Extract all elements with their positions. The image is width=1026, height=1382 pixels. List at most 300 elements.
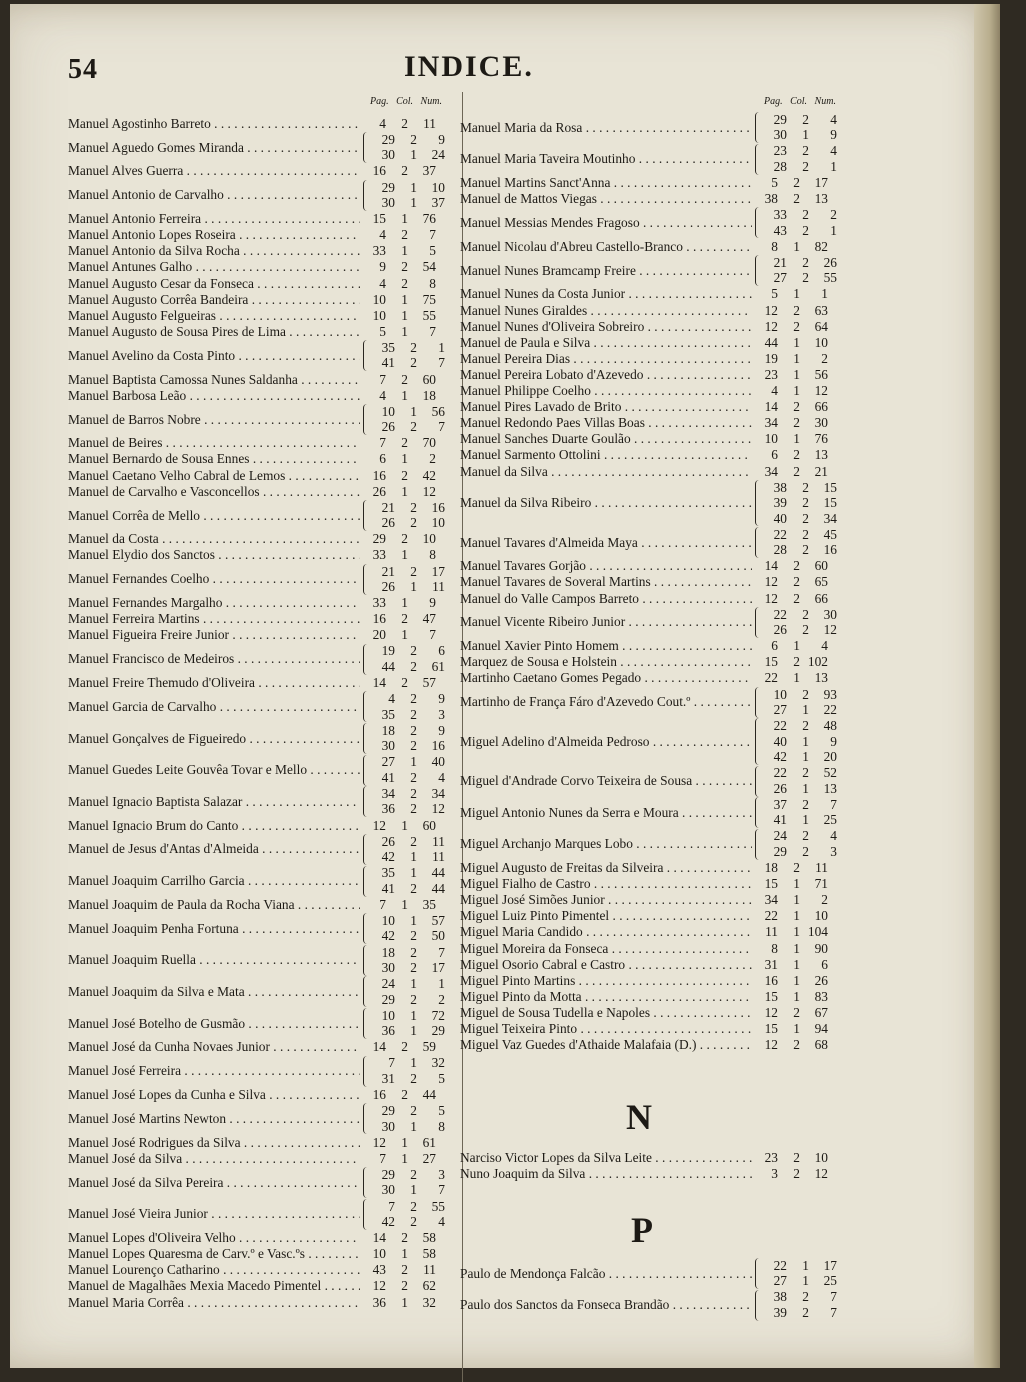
number-ref: 44 (431, 865, 445, 881)
page-ref: 12 (372, 817, 386, 833)
reference-line (360, 372, 436, 388)
index-entry (68, 211, 456, 227)
page-ref: 26 (381, 833, 395, 849)
page-ref: 11 (765, 924, 778, 940)
number-ref: 30 (814, 415, 828, 431)
number-ref: 17 (431, 563, 445, 579)
entry-name: Manuel Redondo Paes Villas Boas . . . (460, 416, 752, 430)
number-ref: 40 (431, 754, 445, 770)
page-ref: 21 (381, 563, 395, 579)
number-ref: 12 (814, 1165, 828, 1181)
entry-name: Manuel Augusto Corrêa Bandeira . . . (68, 293, 360, 307)
entry-name: Manuel Guedes Leite Gouvêa Tovar e Mello . . . (68, 763, 360, 777)
page-ref: 31 (381, 1070, 395, 1086)
entry-name: Manuel Bernardo de Sousa Ennes . . . (68, 452, 360, 466)
entry-name: Manuel de Jesus d'Antas d'Almeida . . . (68, 842, 360, 856)
reference-line (360, 211, 436, 227)
index-entry (460, 480, 848, 527)
column-ref: 2 (793, 1165, 800, 1181)
entry-name: Manuel Barbosa Leão . . . (68, 389, 360, 403)
reference-line (369, 691, 445, 707)
page-ref: 23 (764, 366, 778, 382)
column-header-left: Pag. Col. Num. (370, 96, 442, 107)
reference-line (752, 351, 828, 367)
page-ref: 33 (372, 243, 386, 259)
entry-name: Manuel José da Silva Pereira . . . (68, 1176, 360, 1190)
page-ref: 36 (372, 1294, 386, 1310)
number-ref: 4 (830, 111, 837, 127)
entry-references (360, 228, 436, 244)
page-ref: 4 (771, 383, 778, 399)
entry-references (752, 559, 828, 575)
reference-line (369, 516, 445, 532)
page-ref: 10 (372, 307, 386, 323)
entry-references (360, 116, 436, 132)
index-entry (68, 1040, 456, 1056)
reference-line (369, 1056, 445, 1072)
column-ref: 1 (793, 431, 800, 447)
entry-references (752, 957, 828, 973)
entry-name: Manuel Augusto Felgueiras . . . (68, 309, 360, 323)
reference-line (752, 383, 828, 399)
reference-line (752, 860, 828, 876)
index-entry (460, 607, 848, 638)
entry-name: Manuel Pereira Dias . . . (460, 352, 752, 366)
entry-references (761, 255, 837, 286)
column-ref: 2 (401, 227, 408, 243)
entry-references (360, 292, 436, 308)
column-ref: 1 (793, 892, 800, 908)
index-entry (68, 628, 456, 644)
index-entry (460, 287, 848, 303)
entry-references (752, 303, 828, 319)
index-entry (68, 468, 456, 484)
reference-line (369, 881, 445, 897)
page-ref: 26 (381, 515, 395, 531)
column-ref: 1 (793, 670, 800, 686)
entry-references (761, 527, 837, 558)
column-ref: 1 (793, 350, 800, 366)
index-entry (68, 388, 456, 404)
index-entry (68, 691, 456, 722)
number-ref: 13 (814, 670, 828, 686)
page-ref: 10 (372, 1246, 386, 1262)
reference-line (369, 356, 445, 372)
page-ref: 31 (764, 956, 778, 972)
index-entry (68, 404, 456, 435)
page-number: 54 (68, 54, 98, 85)
page-ref: 38 (773, 479, 787, 495)
column-ref: 1 (401, 451, 408, 467)
reference-line (761, 1258, 837, 1274)
number-ref: 57 (422, 675, 436, 691)
reference-line (752, 876, 828, 892)
entry-references (761, 144, 837, 175)
entry-references (360, 1087, 436, 1103)
entry-name: Manuel Avelino da Costa Pinto . . . (68, 349, 360, 363)
column-ref: 1 (793, 286, 800, 302)
entry-name: Miguel Teixeira Pinto . . . (460, 1022, 752, 1036)
entry-references (369, 786, 445, 817)
entry-name: Narciso Victor Lopes da Silva Leite . . . (460, 1151, 752, 1165)
entry-name: Manuel Elydio dos Sanctos . . . (68, 548, 360, 562)
reference-line (761, 480, 837, 496)
index-entry (68, 818, 456, 834)
reference-line (761, 734, 837, 750)
number-ref: 66 (814, 399, 828, 415)
entry-name: Manuel Ignacio Baptista Salazar . . . (68, 795, 360, 809)
page-ref: 22 (773, 526, 787, 542)
number-ref: 10 (814, 1149, 828, 1165)
entry-references (369, 1056, 445, 1087)
entry-name: Manuel Lopes Quaresma de Carv.º e Vasc.ºs . . . (68, 1247, 360, 1261)
entry-references (752, 925, 828, 941)
entry-references (752, 1021, 828, 1037)
column-ref: 2 (401, 467, 408, 483)
page-ref: 22 (773, 606, 787, 622)
column-ref: 2 (802, 1304, 809, 1320)
entry-references (761, 1258, 837, 1289)
page-ref: 20 (372, 627, 386, 643)
number-ref: 7 (438, 355, 445, 371)
index-entry (460, 1021, 848, 1037)
reference-line (360, 1263, 436, 1279)
index-entry (460, 797, 848, 828)
section-letter-p: P (631, 1210, 653, 1250)
index-entry (68, 866, 456, 897)
column-ref: 2 (802, 526, 809, 542)
index-entry (68, 228, 456, 244)
entry-name: Manuel Maria da Rosa . . . (460, 121, 752, 135)
column-ref: 2 (793, 191, 800, 207)
reference-line (369, 786, 445, 802)
reference-line (360, 468, 436, 484)
column-ref: 1 (410, 849, 417, 865)
column-ref: 1 (401, 291, 408, 307)
entry-name: Miguel Pinto Martins . . . (460, 974, 752, 988)
reference-line (360, 116, 436, 132)
entry-name: Miguel José Simões Junior . . . (460, 893, 752, 907)
reference-line (360, 260, 436, 276)
page-ref: 26 (381, 419, 395, 435)
page-ref: 14 (764, 558, 778, 574)
reference-line (752, 191, 828, 207)
reference-line (369, 1119, 445, 1135)
page-ref: 34 (764, 463, 778, 479)
column-ref: 2 (401, 371, 408, 387)
entry-name: Miguel Luiz Pinto Pimentel . . . (460, 909, 752, 923)
entry-references (360, 1151, 436, 1167)
entry-name: Manuel Antonio de Carvalho . . . (68, 188, 360, 202)
page-ref: 30 (381, 1182, 395, 1198)
index-entry (68, 500, 456, 531)
entry-name: Manuel Nunes Giraldes . . . (460, 304, 752, 318)
reference-line (360, 1279, 436, 1295)
reference-line (360, 324, 436, 340)
reference-line (761, 813, 837, 829)
page-ref: 12 (764, 590, 778, 606)
index-entry (68, 1263, 456, 1279)
page-ref: 24 (773, 828, 787, 844)
column-ref: 1 (793, 972, 800, 988)
entry-name: Miguel Vaz Guedes d'Athaide Malafaia (D.) . . . (460, 1038, 752, 1052)
number-ref: 72 (431, 1007, 445, 1023)
reference-line (369, 644, 445, 660)
index-entry (460, 1258, 848, 1289)
column-ref: 2 (793, 654, 800, 670)
entry-name: Manuel José Vieira Junior . . . (68, 1207, 360, 1221)
column-ref: 2 (410, 880, 417, 896)
number-ref: 4 (830, 828, 837, 844)
index-entry (460, 909, 848, 925)
page-ref: 26 (372, 483, 386, 499)
number-ref: 52 (823, 765, 837, 781)
entry-name: Manuel José Ferreira . . . (68, 1064, 360, 1078)
column-ref: 2 (802, 622, 809, 638)
entry-name: Manuel Corrêa de Mello . . . (68, 509, 360, 523)
entry-name: Manuel de Magalhães Mexia Macedo Pimentel . . . (68, 1279, 360, 1293)
index-entry (68, 132, 456, 163)
column-ref: 2 (410, 928, 417, 944)
column-ref: 1 (793, 876, 800, 892)
entry-references (752, 432, 828, 448)
column-ref: 2 (401, 1262, 408, 1278)
reference-line (369, 945, 445, 961)
entry-references (360, 548, 436, 564)
entry-name: Manuel Lopes d'Oliveira Velho . . . (68, 1231, 360, 1245)
column-ref: 1 (802, 702, 809, 718)
entry-references (360, 308, 436, 324)
entry-references (752, 239, 828, 255)
entry-references (369, 644, 445, 675)
reference-line (761, 207, 837, 223)
page-ref: 39 (773, 1304, 787, 1320)
reference-line (369, 1183, 445, 1199)
reference-line (369, 960, 445, 976)
entry-references (752, 175, 828, 191)
column-ref: 2 (410, 833, 417, 849)
index-entry (460, 175, 848, 191)
entry-name: Manuel Tavares de Soveral Martins . . . (460, 575, 752, 589)
page-ref: 6 (771, 447, 778, 463)
number-ref: 4 (438, 769, 445, 785)
column-ref: 2 (410, 960, 417, 976)
reference-line (752, 1166, 828, 1182)
reference-line (761, 159, 837, 175)
index-entry (68, 1151, 456, 1167)
column-ref: 2 (802, 510, 809, 526)
column-ref: 1 (793, 988, 800, 1004)
page-ref: 42 (381, 928, 395, 944)
index-entry (460, 399, 848, 415)
entry-references (752, 335, 828, 351)
entry-name: Manuel Nicolau d'Abreu Castello-Branco . . . (460, 240, 752, 254)
reference-line (761, 844, 837, 860)
reference-line (360, 595, 436, 611)
number-ref: 1 (438, 339, 445, 355)
number-ref: 93 (823, 686, 837, 702)
number-ref: 7 (438, 419, 445, 435)
reference-line (761, 271, 837, 287)
column-ref: 2 (802, 111, 809, 127)
reference-line (761, 829, 837, 845)
entry-name: Nuno Joaquim da Silva . . . (460, 1167, 752, 1181)
number-ref: 27 (422, 1150, 436, 1166)
index-entry (460, 335, 848, 351)
entry-name: Manuel de Paula e Silva . . . (460, 336, 752, 350)
number-ref: 8 (429, 547, 436, 563)
index-entry (68, 1167, 456, 1198)
reference-line (369, 1008, 445, 1024)
column-ref: 1 (793, 238, 800, 254)
entry-references (369, 866, 445, 897)
number-ref: 2 (830, 207, 837, 223)
entry-references (752, 909, 828, 925)
reference-line (369, 1199, 445, 1215)
entry-name: Manuel Ignacio Brum do Canto . . . (68, 819, 360, 833)
page-ref: 15 (764, 1021, 778, 1037)
column-ref: 2 (802, 495, 809, 511)
number-ref: 13 (814, 447, 828, 463)
index-entry (68, 548, 456, 564)
entry-name: Manuel Nunes da Costa Junior . . . (460, 287, 752, 301)
entry-references (360, 1247, 436, 1263)
reference-line (761, 495, 837, 511)
entry-references (752, 319, 828, 335)
column-ref: 2 (793, 860, 800, 876)
column-ref: 2 (401, 115, 408, 131)
column-ref: 2 (793, 174, 800, 190)
column-ref: 2 (802, 1289, 809, 1305)
number-ref: 11 (423, 115, 436, 131)
column-ref: 1 (401, 307, 408, 323)
number-ref: 17 (431, 960, 445, 976)
index-entry (460, 432, 848, 448)
entry-name: Manuel José Botelho de Gusmão . . . (68, 1017, 360, 1031)
reference-line (752, 1037, 828, 1053)
index-entry (68, 1279, 456, 1295)
reference-line (360, 818, 436, 834)
reference-line (752, 957, 828, 973)
index-entry (68, 644, 456, 675)
page-ref: 27 (381, 754, 395, 770)
reference-line (369, 1103, 445, 1119)
column-ref: 2 (802, 686, 809, 702)
column-ref: 2 (401, 163, 408, 179)
entry-name: Manuel Tavares Gorjão . . . (460, 559, 752, 573)
column-ref: 1 (401, 483, 408, 499)
entry-references (752, 1166, 828, 1182)
reference-line (360, 1247, 436, 1263)
entry-name: Martinho de França Fáro d'Azevedo Cout.º . . . (460, 695, 752, 709)
number-ref: 25 (823, 812, 837, 828)
column-ref: 1 (802, 780, 809, 796)
index-entry (68, 834, 456, 865)
reference-line (369, 659, 445, 675)
page-ref: 44 (764, 334, 778, 350)
page-ref: 15 (764, 876, 778, 892)
reference-line (752, 464, 828, 480)
number-ref: 10 (814, 334, 828, 350)
number-ref: 17 (814, 174, 828, 190)
page-ref: 34 (764, 415, 778, 431)
entry-references (360, 628, 436, 644)
entry-name: Manuel Tavares d'Almeida Maya . . . (460, 536, 752, 550)
reference-line (369, 802, 445, 818)
index-entry (460, 925, 848, 941)
page-ref: 19 (381, 643, 395, 659)
index-entry (68, 897, 456, 913)
entry-references (752, 464, 828, 480)
reference-line (360, 612, 436, 628)
number-ref: 6 (821, 956, 828, 972)
number-ref: 64 (814, 318, 828, 334)
page-ref: 29 (372, 531, 386, 547)
entry-name: Manuel do Valle Campos Barreto . . . (460, 592, 752, 606)
reference-line (752, 655, 828, 671)
reference-line (369, 770, 445, 786)
page-ref: 29 (773, 843, 787, 859)
index-entry (68, 180, 456, 211)
entry-references (761, 207, 837, 238)
column-ref: 2 (793, 590, 800, 606)
reference-line (761, 1290, 837, 1306)
entry-references (369, 755, 445, 786)
entry-name: Manuel de Carvalho e Vasconcellos . . . (68, 485, 360, 499)
reference-line (752, 1005, 828, 1021)
reference-line (369, 1167, 445, 1183)
number-ref: 102 (807, 654, 828, 670)
entry-references (369, 1008, 445, 1039)
number-ref: 65 (814, 574, 828, 590)
page-ref: 14 (372, 1230, 386, 1246)
number-ref: 7 (429, 627, 436, 643)
column-ref: 2 (793, 1004, 800, 1020)
column-ref: 2 (793, 415, 800, 431)
page-ref: 7 (379, 1150, 386, 1166)
page-ref: 42 (773, 749, 787, 765)
reference-line (752, 416, 828, 432)
index-entry (460, 464, 848, 480)
page-ref: 30 (381, 738, 395, 754)
number-ref: 37 (431, 195, 445, 211)
entry-name: Manuel Antonio Ferreira . . . (68, 212, 360, 226)
index-entry (68, 1008, 456, 1039)
reference-line (369, 739, 445, 755)
reference-line (360, 628, 436, 644)
page-ref: 7 (388, 1198, 395, 1214)
entry-references (752, 399, 828, 415)
reference-line (360, 308, 436, 324)
page-ref: 9 (379, 259, 386, 275)
reference-line (752, 448, 828, 464)
entry-name: Manuel Fernandes Coelho . . . (68, 572, 360, 586)
number-ref: 44 (431, 880, 445, 896)
page-ref: 35 (381, 706, 395, 722)
entry-name: Miguel Archanjo Marques Lobo . . . (460, 837, 752, 851)
reference-line (369, 834, 445, 850)
column-ref: 2 (802, 222, 809, 238)
reference-line (369, 992, 445, 1008)
column-ref: 1 (802, 749, 809, 765)
entry-name: Manuel Pereira Lobato d'Azevedo . . . (460, 368, 752, 382)
entry-name: Manuel Antunes Galho . . . (68, 260, 360, 274)
entry-references (761, 1290, 837, 1321)
number-ref: 15 (823, 495, 837, 511)
page-ref: 6 (379, 451, 386, 467)
page-ref: 10 (381, 1007, 395, 1023)
entry-name: Miguel Antonio Nunes da Serra e Moura . . . (460, 806, 752, 820)
